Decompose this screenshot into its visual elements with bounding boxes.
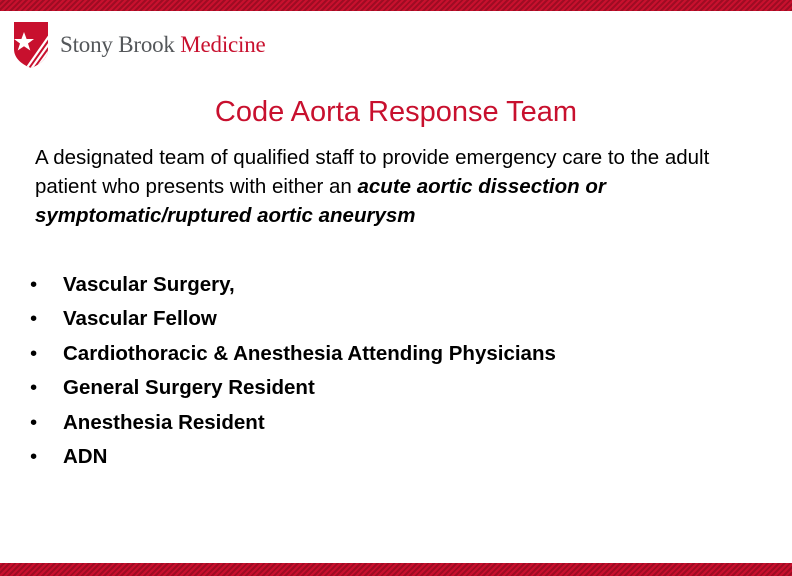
star-shield-icon	[8, 19, 54, 69]
bottom-decorative-stripe	[0, 563, 792, 576]
logo-word-stony-brook: Stony Brook	[60, 31, 175, 57]
intro-paragraph	[35, 143, 765, 230]
logo-word-medicine: Medicine	[180, 31, 266, 57]
top-decorative-stripe	[0, 0, 792, 11]
list-item-cardiothoracic-anesthesia: • Cardiothoracic & Anesthesia Attending Physicians	[30, 337, 556, 371]
logo-wordmark	[60, 33, 266, 56]
list-item-vascular-surgery: • Vascular Surgery,	[30, 268, 556, 302]
intro-text: A designated team of qualified staff to provide emergency care to the adult patient who presents with either an	[35, 146, 710, 198]
stony-brook-medicine-logo	[8, 18, 266, 70]
list-item-anesthesia-resident: • Anesthesia Resident	[30, 406, 556, 440]
list-item-vascular-fellow: • Vascular Fellow	[30, 302, 556, 336]
list-item-general-surgery-resident: • General Surgery Resident	[30, 371, 556, 405]
list-item-adn: • ADN	[30, 440, 556, 474]
team-member-list	[30, 268, 556, 474]
slide-title: Code Aorta Response Team	[214, 96, 578, 128]
intro-emphasis-text: acute aortic dissection or symptomatic/ruptured aortic aneurysm	[35, 175, 606, 227]
